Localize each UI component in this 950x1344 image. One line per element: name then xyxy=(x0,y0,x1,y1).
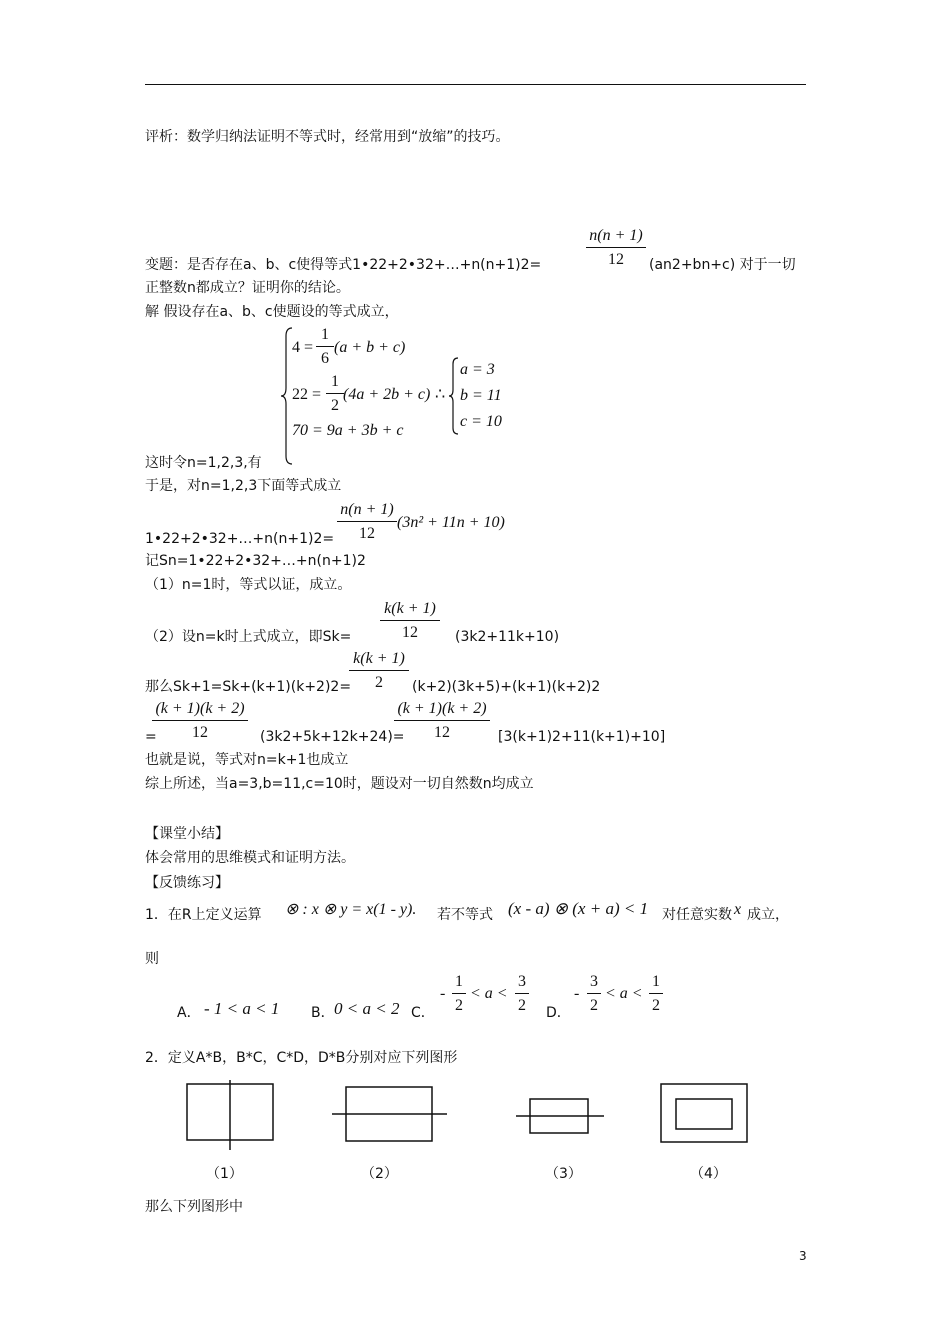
then-fraction: $\frac{k(k + 1)}{2}$ xyxy=(349,651,409,691)
page-number: 3 xyxy=(799,1249,807,1263)
option-b-math[interactable]: 0 < a < 2 xyxy=(334,999,400,1018)
step-1: （1）n=1时，等式以证，成立。 xyxy=(145,577,352,593)
q1-suffix: 对任意实数 xyxy=(662,907,732,923)
thus-text: 于是，对n=1,2,3下面等式成立 xyxy=(145,478,342,494)
figure-label-1: （1） xyxy=(206,1166,243,1182)
figure-label-2: （2） xyxy=(361,1166,398,1182)
comment-text: 评析：数学归纳法证明不等式时，经常用到“放缩”的技巧。 xyxy=(145,129,510,145)
system-eq2: 22 = xyxy=(292,386,322,403)
system-eq2-rhs: (4a + 2b + c) xyxy=(343,386,431,403)
option-b-label[interactable]: B． xyxy=(311,1005,335,1021)
option-d-neg: - xyxy=(574,985,580,1002)
option-c-neg: - xyxy=(440,985,446,1002)
variant-line-2: 正整数n都成立？证明你的结论。 xyxy=(145,280,350,296)
figure-4 xyxy=(659,1082,749,1144)
then-prefix: 那么Sk+1=Sk+(k+1)(k+2)2= xyxy=(145,679,352,695)
step-2-prefix: （2）设n=k时上式成立，即Sk= xyxy=(145,629,352,645)
q1-prefix: 1．在R上定义运算 xyxy=(145,907,262,923)
eq-sign: = xyxy=(145,729,157,745)
q2-text: 2．定义A*B，B*C，C*D，D*B分别对应下列图形 xyxy=(145,1050,458,1066)
option-d-frac2: $\frac{1}{2}$ xyxy=(649,974,663,1014)
define-sn: 记Sn=1•22+2•32+…+n(n+1)2 xyxy=(145,553,366,569)
system-eq1-rhs: (a + b + c) xyxy=(334,339,406,356)
q1-operation: ⊗ : x ⊗ y = x(1 - y). xyxy=(285,901,417,918)
system-eq3: 70 = 9a + 3b + c xyxy=(292,422,404,439)
step2-fraction: $\frac{k(k + 1)}{12}$ xyxy=(380,601,440,641)
then-suffix: (k+2)(3k+5)+(k+1)(k+2)2 xyxy=(412,679,601,695)
figure-3 xyxy=(516,1097,604,1137)
option-d-label[interactable]: D． xyxy=(546,1005,571,1021)
q1-x: x xyxy=(734,901,742,918)
answer-c: c = 10 xyxy=(460,413,502,430)
also-text: 也就是说，等式对n=k+1也成立 xyxy=(145,752,349,768)
figure-label-4: （4） xyxy=(690,1166,727,1182)
figure-label-3: （3） xyxy=(545,1166,582,1182)
variant-fraction: $\frac{n(n + 1)}{12}$ xyxy=(586,228,646,268)
mid-expression: (3k2+5k+12k+24)= xyxy=(260,729,405,745)
option-c-frac1: $\frac{1}{2}$ xyxy=(452,974,466,1014)
option-a-math[interactable]: - 1 < a < 1 xyxy=(204,999,280,1018)
frac-a: $\frac{(k + 1)(k + 2)}{12}$ xyxy=(152,701,248,741)
option-c-label[interactable]: C． xyxy=(411,1005,435,1021)
system-eq1: 4 = xyxy=(292,339,314,356)
exercises-heading: 【反馈练习】 xyxy=(145,875,229,891)
system-eq2-fraction: $\frac{1}{2}$ xyxy=(326,374,344,414)
figure-1 xyxy=(185,1080,275,1150)
system-eq1-fraction: $\frac{1}{6}$ xyxy=(316,327,334,367)
identity-suffix: (3n² + 11n + 10) xyxy=(397,514,505,531)
header-rule xyxy=(145,84,806,85)
option-c-mid: < a < xyxy=(470,985,508,1002)
answer-a: a = 3 xyxy=(460,361,495,378)
identity-prefix: 1•22+2•32+…+n(n+1)2= xyxy=(145,531,335,547)
therefore-symbol: ∴ xyxy=(435,386,446,403)
bracket-expression: [3(k+1)2+11(k+1)+10] xyxy=(498,729,666,745)
answer-b: b = 11 xyxy=(460,387,502,404)
q2-then: 那么下列图形中 xyxy=(145,1199,243,1215)
solution-intro: 解 假设存在a、b、c使题设的等式成立， xyxy=(145,304,399,320)
option-c-frac2: $\frac{3}{2}$ xyxy=(515,974,529,1014)
let-n-text: 这时令n=1,2,3,有 xyxy=(145,455,262,471)
summary-heading: 【课堂小结】 xyxy=(145,826,229,842)
q1-then: 则 xyxy=(145,951,159,967)
conclusion-text: 综上所述，当a=3,b=11,c=10时，题设对一切自然数n均成立 xyxy=(145,776,534,792)
q1-inequality: (x - a) ⊗ (x + a) < 1 xyxy=(508,899,649,918)
q1-end: 成立， xyxy=(747,907,789,923)
frac-b: $\frac{(k + 1)(k + 2)}{12}$ xyxy=(394,701,490,741)
identity-fraction: $\frac{n(n + 1)}{12}$ xyxy=(337,502,397,542)
summary-text: 体会常用的思维模式和证明方法。 xyxy=(145,850,355,866)
option-d-mid: < a < xyxy=(605,985,643,1002)
step-2-suffix: (3k2+11k+10) xyxy=(455,629,560,645)
variant-line-1: 变题：是否存在a、b、c使得等式1•22+2•32+…+n(n+1)2= xyxy=(145,257,542,273)
option-d-frac1: $\frac{3}{2}$ xyxy=(587,974,601,1014)
figure-2 xyxy=(332,1085,447,1145)
variant-line-1-suffix: (an2+bn+c) 对于一切 xyxy=(649,257,796,273)
option-a-label[interactable]: A． xyxy=(177,1005,201,1021)
q1-mid: 若不等式 xyxy=(437,907,493,923)
